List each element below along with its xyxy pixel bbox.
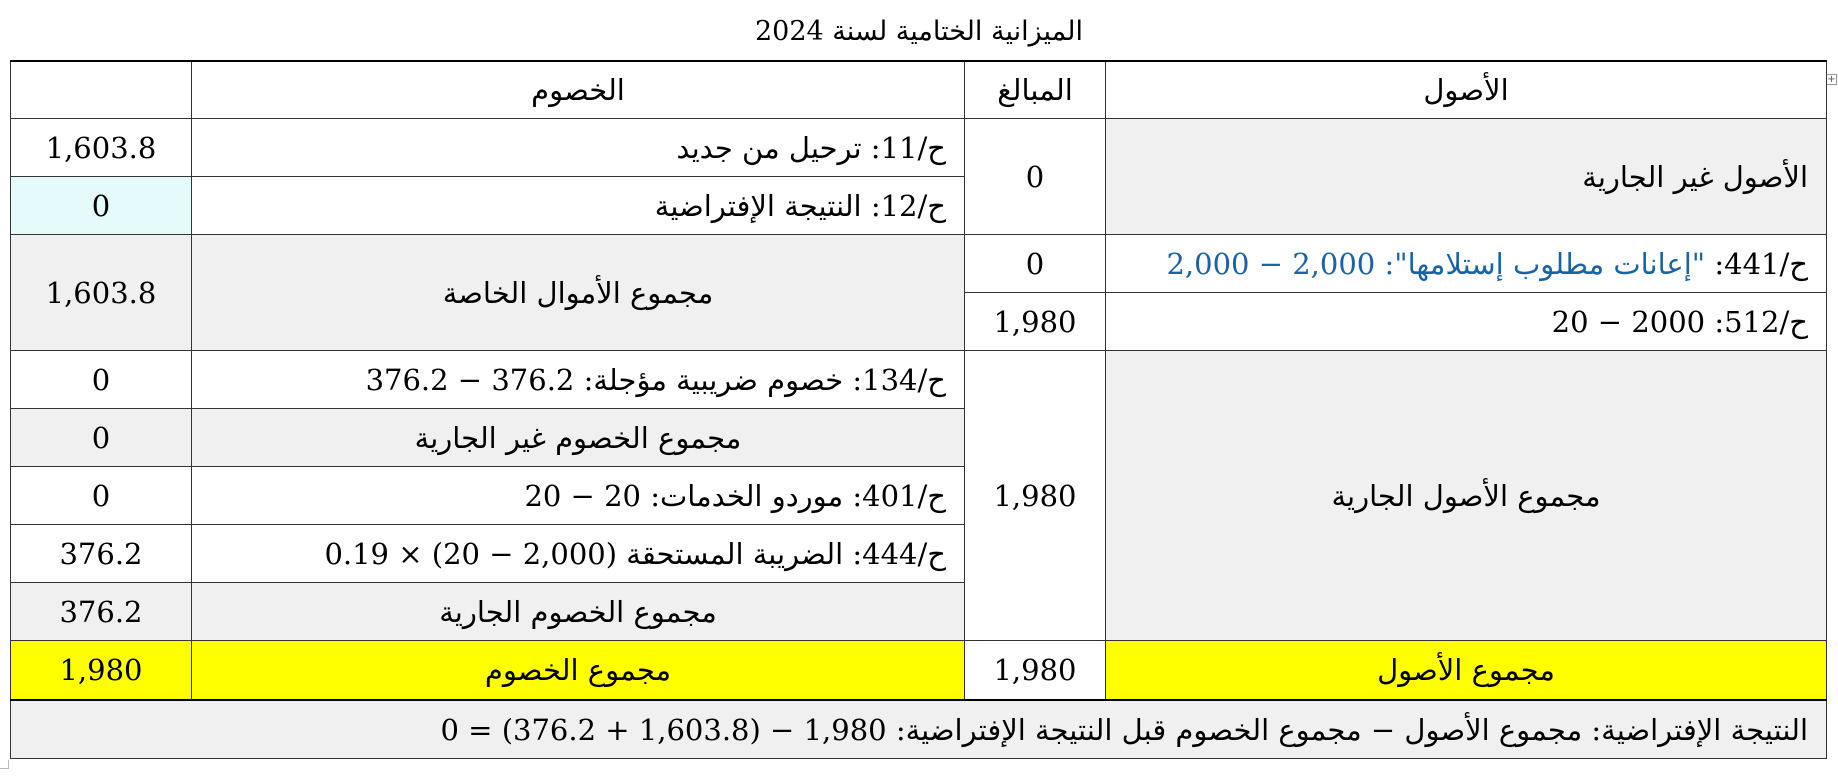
equity-total-label: مجموع الأموال الخاصة (192, 235, 965, 351)
acc401-label: ح/401: موردو الخدمات: 20 − 20 (192, 467, 965, 525)
acc512-label: ح/512: 2000 − 20 (1106, 293, 1827, 351)
non-current-liabilities-total-value: 0 (11, 409, 192, 467)
virtual-result-formula: النتيجة الإفتراضية: مجموع الأصول − مجموع الخصوم قبل النتيجة الإفتراضية: 1,980 − (1,603.8 + 376.2) = 0 (11, 700, 1827, 759)
acc444-label: ح/444: الضريبة المستحقة (2,000 − 20) × 0.19 (192, 525, 965, 583)
acc134-label: ح/134: خصوم ضريبية مؤجلة: 376.2 − 376.2 (192, 351, 965, 409)
liabilities-total-value: 1,980 (11, 641, 192, 701)
balance-sheet-table (10, 60, 1827, 759)
header-amounts: المبالغ (965, 61, 1106, 119)
current-liabilities-total-value: 376.2 (11, 583, 192, 641)
non-current-assets-label: الأصول غير الجارية (1106, 119, 1827, 235)
footer-row (11, 700, 1827, 759)
table-move-handle-icon[interactable]: + (1827, 74, 1836, 85)
acc134-value: 0 (11, 351, 192, 409)
table-row (11, 119, 1827, 177)
header-row (11, 61, 1827, 119)
acc11-label: ح/11: ترحيل من جديد (192, 119, 965, 177)
acc12-value: 0 (11, 177, 192, 235)
page-title: الميزانية الختامية لسنة 2024 (754, 16, 1084, 47)
table-row (11, 351, 1827, 409)
equity-total-value: 1,603.8 (11, 235, 192, 351)
acc441-cell (1106, 235, 1827, 293)
assets-total-value: 1,980 (965, 641, 1106, 701)
current-assets-total-value: 1,980 (965, 351, 1106, 641)
non-current-liabilities-total-label: مجموع الخصوم غير الجارية (192, 409, 965, 467)
table-row (11, 235, 1827, 293)
header-liabilities: الخصوم (192, 61, 965, 119)
non-current-assets-value: 0 (965, 119, 1106, 235)
liabilities-total-label: مجموع الخصوم (192, 641, 965, 701)
current-assets-total-label: مجموع الأصول الجارية (1106, 351, 1827, 641)
header-liability-amounts (11, 61, 192, 119)
acc401-value: 0 (11, 467, 192, 525)
acc444-value: 376.2 (11, 525, 192, 583)
page-corner-mark (0, 760, 9, 769)
acc12-label: ح/12: النتيجة الإفتراضية (192, 177, 965, 235)
acc441-link[interactable]: "إعانات مطلوب إستلامها": 2,000 − 2,000 (1166, 246, 1706, 281)
totals-row (11, 641, 1827, 701)
acc441-value: 0 (965, 235, 1106, 293)
acc512-value: 1,980 (965, 293, 1106, 351)
header-assets: الأصول (1106, 61, 1827, 119)
acc11-value: 1,603.8 (11, 119, 192, 177)
assets-total-label: مجموع الأصول (1106, 641, 1827, 701)
acc441-label: ح/441: (1705, 246, 1808, 281)
current-liabilities-total-label: مجموع الخصوم الجارية (192, 583, 965, 641)
